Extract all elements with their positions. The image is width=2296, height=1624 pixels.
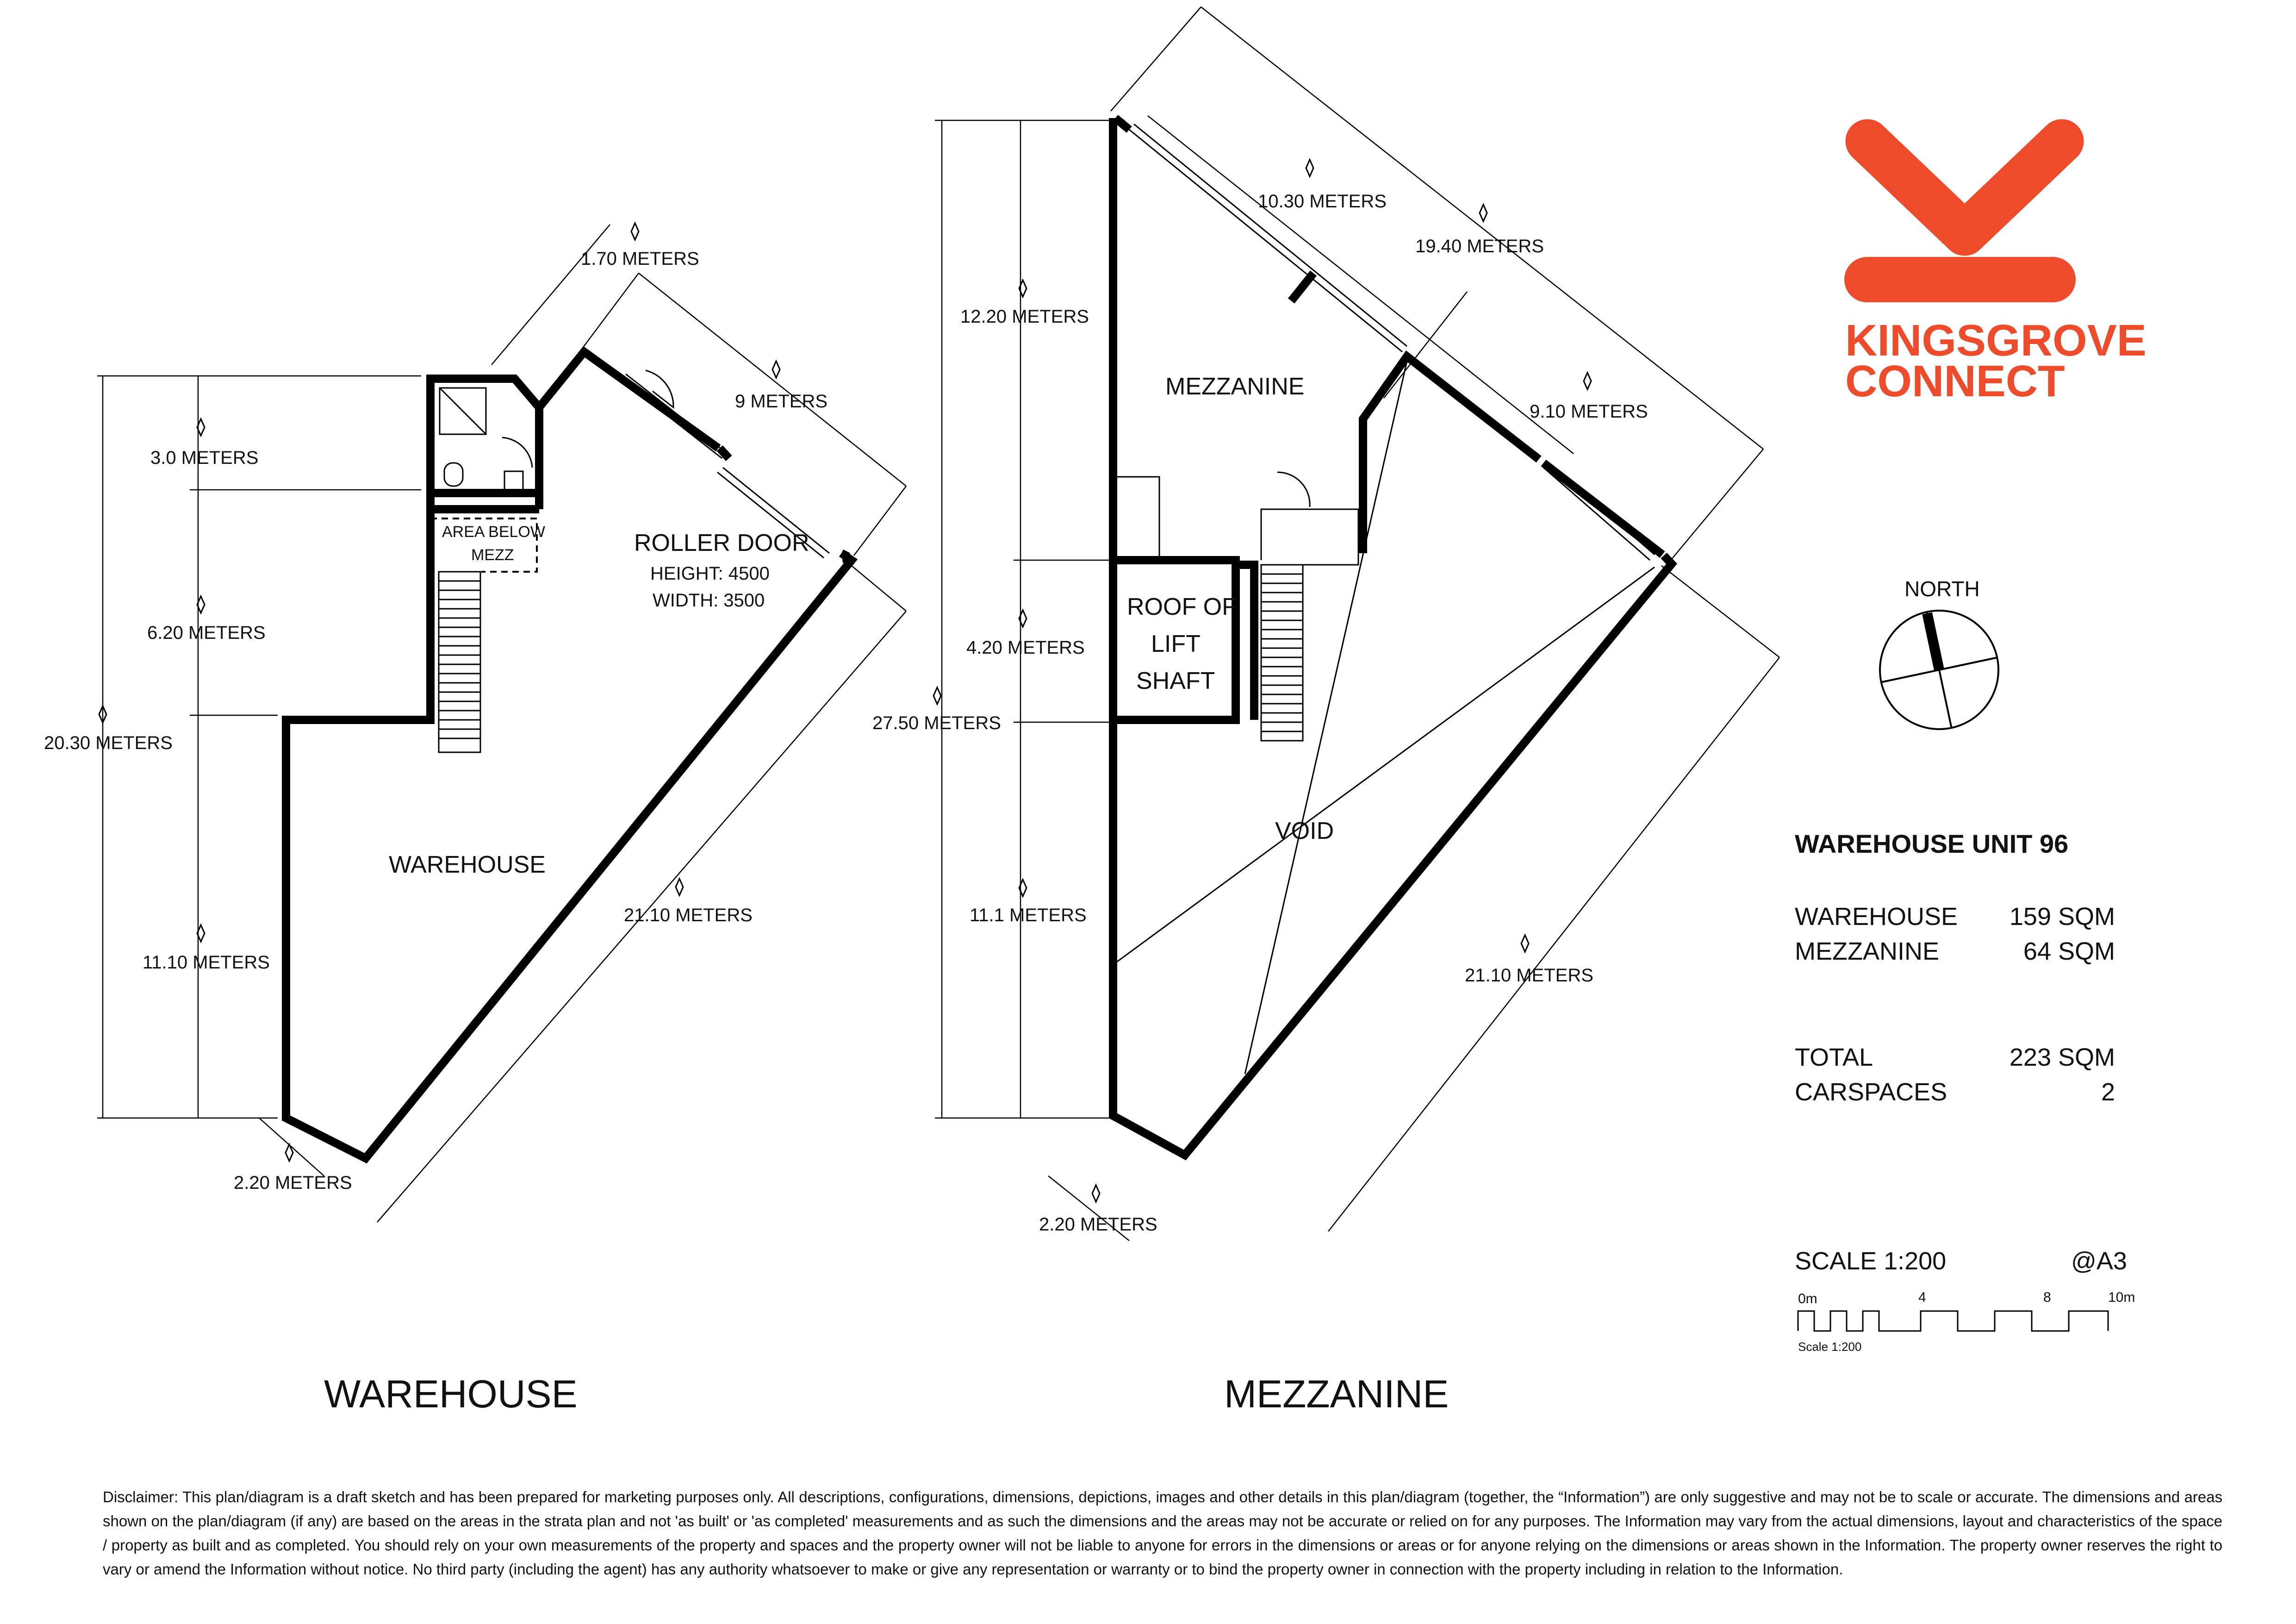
mezz-dim-4-20m: 4.20 METERS [966, 637, 1085, 658]
warehouse-stairs [439, 572, 480, 752]
warehouse-outline [286, 352, 852, 1158]
warehouse-dim-11-10m: 11.10 METERS [143, 952, 270, 973]
summary-row-value: 159 SQM [2009, 903, 2115, 931]
scale-label: SCALE 1:200 [1795, 1247, 1947, 1275]
north-compass [1880, 577, 1998, 729]
brand-line-2: CONNECT [1845, 356, 2065, 406]
scale-bar [1795, 1247, 2135, 1354]
warehouse-plan [44, 223, 906, 1416]
roller-door-width: WIDTH: 3500 [653, 590, 765, 611]
kingsgrove-connect-logo [1844, 141, 2147, 406]
warehouse-dimension-lines [97, 225, 906, 1222]
toilet-icon [444, 463, 463, 486]
area-below-mezz-line1: AREA BELOW [442, 523, 545, 541]
area-below-mezz-line2: MEZZ [471, 546, 514, 564]
lift-label-line3: SHAFT [1136, 668, 1215, 694]
north-arrow-icon [1927, 613, 1939, 670]
mezz-dim-27-50m: 27.50 METERS [872, 713, 1001, 733]
scale-tick-10: 10m [2108, 1290, 2135, 1305]
summary-row-value: 2 [2101, 1078, 2115, 1106]
scale-tick-4: 4 [1918, 1290, 1926, 1305]
summary-row-label: TOTAL [1795, 1043, 1873, 1071]
paper-size-label: @A3 [2071, 1247, 2127, 1275]
warehouse-dim-2-20m: 2.20 METERS [234, 1173, 352, 1193]
scale-bar-graphic [1798, 1311, 2108, 1331]
scale-tick-8: 8 [2043, 1290, 2051, 1305]
warehouse-dim-9m: 9 METERS [735, 391, 828, 412]
disclaimer-text: Disclaimer: This plan/diagram is a draft sketch and has been prepared for marketing purposes only. All descriptions, configurations, dimensions, depictions, images and other details in this plan/diagram (together, the “Information”) are only suggestive and may not be to scale or accurate. The dimensions and areas shown on the plan/diagram (if any) are based on the areas in the strata plan and not 'as built' or 'as completed' measurements and as such the dimensions and the areas may not be accurate or relied on for any purposes. The Information may vary from the actual dimensions, layout and characteristics of the space / property as built and as completed. You should rely on your own measurements of the property and spaces and the property owner will not be liable to anyone for errors in the dimensions or areas or for anyone relying on the dimensions or areas shown in the Information. The property owner reserves the right to vary or amend the Information without notice. No third party (including the agent) has any authority whatsoever to make or give any representation or warranty or to bind the property owner in connection with the property including in relation to the Information. [103, 1488, 2222, 1578]
summary-row-label: MEZZANINE [1795, 937, 1940, 965]
dim-tick-icon [1480, 205, 1487, 221]
dim-tick-icon [631, 223, 639, 240]
dim-tick-icon [1521, 935, 1529, 952]
mezz-dim-19-40m: 19.40 METERS [1415, 236, 1544, 256]
mezzanine-plan [872, 7, 1780, 1416]
warehouse-short-wall [430, 407, 539, 509]
warehouse-dim-1-70m: 1.70 METERS [581, 249, 699, 269]
dim-tick-icon [933, 687, 941, 704]
dim-tick-icon [1584, 373, 1591, 389]
warehouse-plan-title: WAREHOUSE [324, 1372, 578, 1416]
mezzanine-top-edge [1115, 118, 1129, 130]
mezz-dim-12-20m: 12.20 METERS [960, 306, 1089, 327]
north-label: NORTH [1904, 577, 1980, 601]
wc-door-swing-icon [502, 437, 532, 468]
lift-label-line1: ROOF OF [1127, 593, 1237, 620]
basin-icon [504, 471, 523, 490]
roller-door-label: ROLLER DOOR [634, 530, 809, 556]
summary-row-value: 64 SQM [2023, 937, 2115, 965]
warehouse-dim-6-20m: 6.20 METERS [147, 623, 266, 643]
lift-label-line2: LIFT [1151, 631, 1201, 657]
dim-tick-icon [1092, 1185, 1100, 1202]
scale-caption: Scale 1:200 [1798, 1340, 1862, 1354]
dim-tick-icon [1306, 160, 1313, 176]
mezz-dim-9-10m: 9.10 METERS [1530, 401, 1648, 422]
mezz-dim-11-1m: 11.1 METERS [970, 905, 1087, 925]
brand-line-1: KINGSGROVE [1845, 316, 2147, 365]
mezz-dim-21-10m: 21.10 METERS [1465, 965, 1593, 986]
mezz-door-swing-icon [1277, 472, 1310, 507]
summary-row-label: WAREHOUSE [1795, 903, 1958, 931]
logo-chevron-icon [1867, 141, 2062, 234]
void-label: VOID [1275, 818, 1334, 844]
mezz-dim-2-20m: 2.20 METERS [1039, 1214, 1157, 1235]
warehouse-dim-20-30m: 20.30 METERS [44, 733, 173, 753]
mezz-dim-10-30m: 10.30 METERS [1258, 191, 1387, 212]
summary-heading: WAREHOUSE UNIT 96 [1795, 829, 2069, 858]
roller-door-height: HEIGHT: 4500 [650, 563, 770, 584]
dim-tick-icon [772, 361, 780, 378]
mezzanine-glazing [1129, 124, 1407, 352]
scale-tick-0: 0m [1798, 1291, 1817, 1306]
mezzanine-room-label: MEZZANINE [1165, 373, 1305, 400]
warehouse-dim-21-10m: 21.10 METERS [624, 905, 753, 925]
dim-tick-icon [676, 879, 683, 895]
warehouse-dim-3m: 3.0 METERS [150, 448, 259, 468]
mezzanine-stairs [1261, 565, 1303, 741]
area-summary [1795, 829, 2115, 1106]
summary-row-label: CARSPACES [1795, 1078, 1948, 1106]
logo-bar-icon [1844, 257, 2076, 302]
warehouse-room-label: WAREHOUSE [389, 851, 546, 878]
summary-row-value: 223 SQM [2009, 1043, 2115, 1071]
mezzanine-plan-title: MEZZANINE [1224, 1372, 1449, 1416]
